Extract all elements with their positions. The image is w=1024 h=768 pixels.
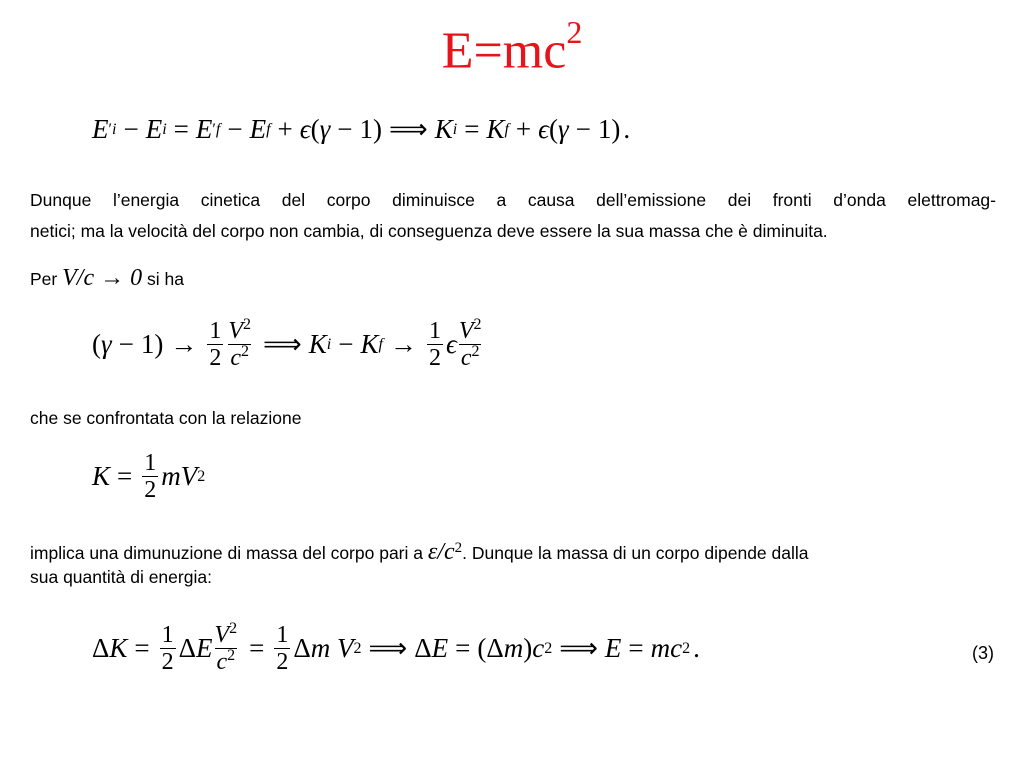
paragraph-compare: che se confrontata con la relazione [30,408,302,428]
slide-title: $E=mc^2$ [441,14,583,80]
equation-kinetic-energy: K = $\frac{1}{2}$ mV 2 [92,450,206,503]
equation-energy-balance: E ′ i − E i = E ′ f − E f + ϵ ( γ − 1) ⟹ K i = K f + ϵ ( γ − 1) . [92,114,631,144]
equation-limit: ( γ − 1) → $\frac{1}{2}$ $\frac{V^2}{c^2}$ ⟹ K i − K f → $\frac{1}{2}$ ϵ $\frac{V^2}{c^2}$ [92,316,482,371]
paragraph-kinetic-energy-cont: netici; ma la velocità del corpo non cambia, di conseguenza deve essere la sua massa che è diminuita. [30,221,828,241]
paragraph-limit: Per V/c → 0 si ha [30,265,184,291]
paragraph-mass-decrease-cont: sua quantità di energia: [30,567,212,587]
paragraph-kinetic-energy: Dunque l’energia cinetica del corpo diminuisce a causa dell’emissione dei fronti d’onda elettromag- [30,190,996,210]
paragraph-mass-decrease: implica una dimunuzione di massa del corpo pari a $\varepsilon/c^2$. Dunque la massa di un corpo dipende dalla [30,538,809,565]
equation-number: (3) [972,643,994,663]
equation-mass-energy: Δ K = $\frac{1}{2}$ Δ E $\frac{V^2}{c^2}$ = $\frac{1}{2}$ Δ m V 2 ⟹ Δ E = (Δ m ) c 2 ⟹ E = mc 2 . [92,620,700,675]
